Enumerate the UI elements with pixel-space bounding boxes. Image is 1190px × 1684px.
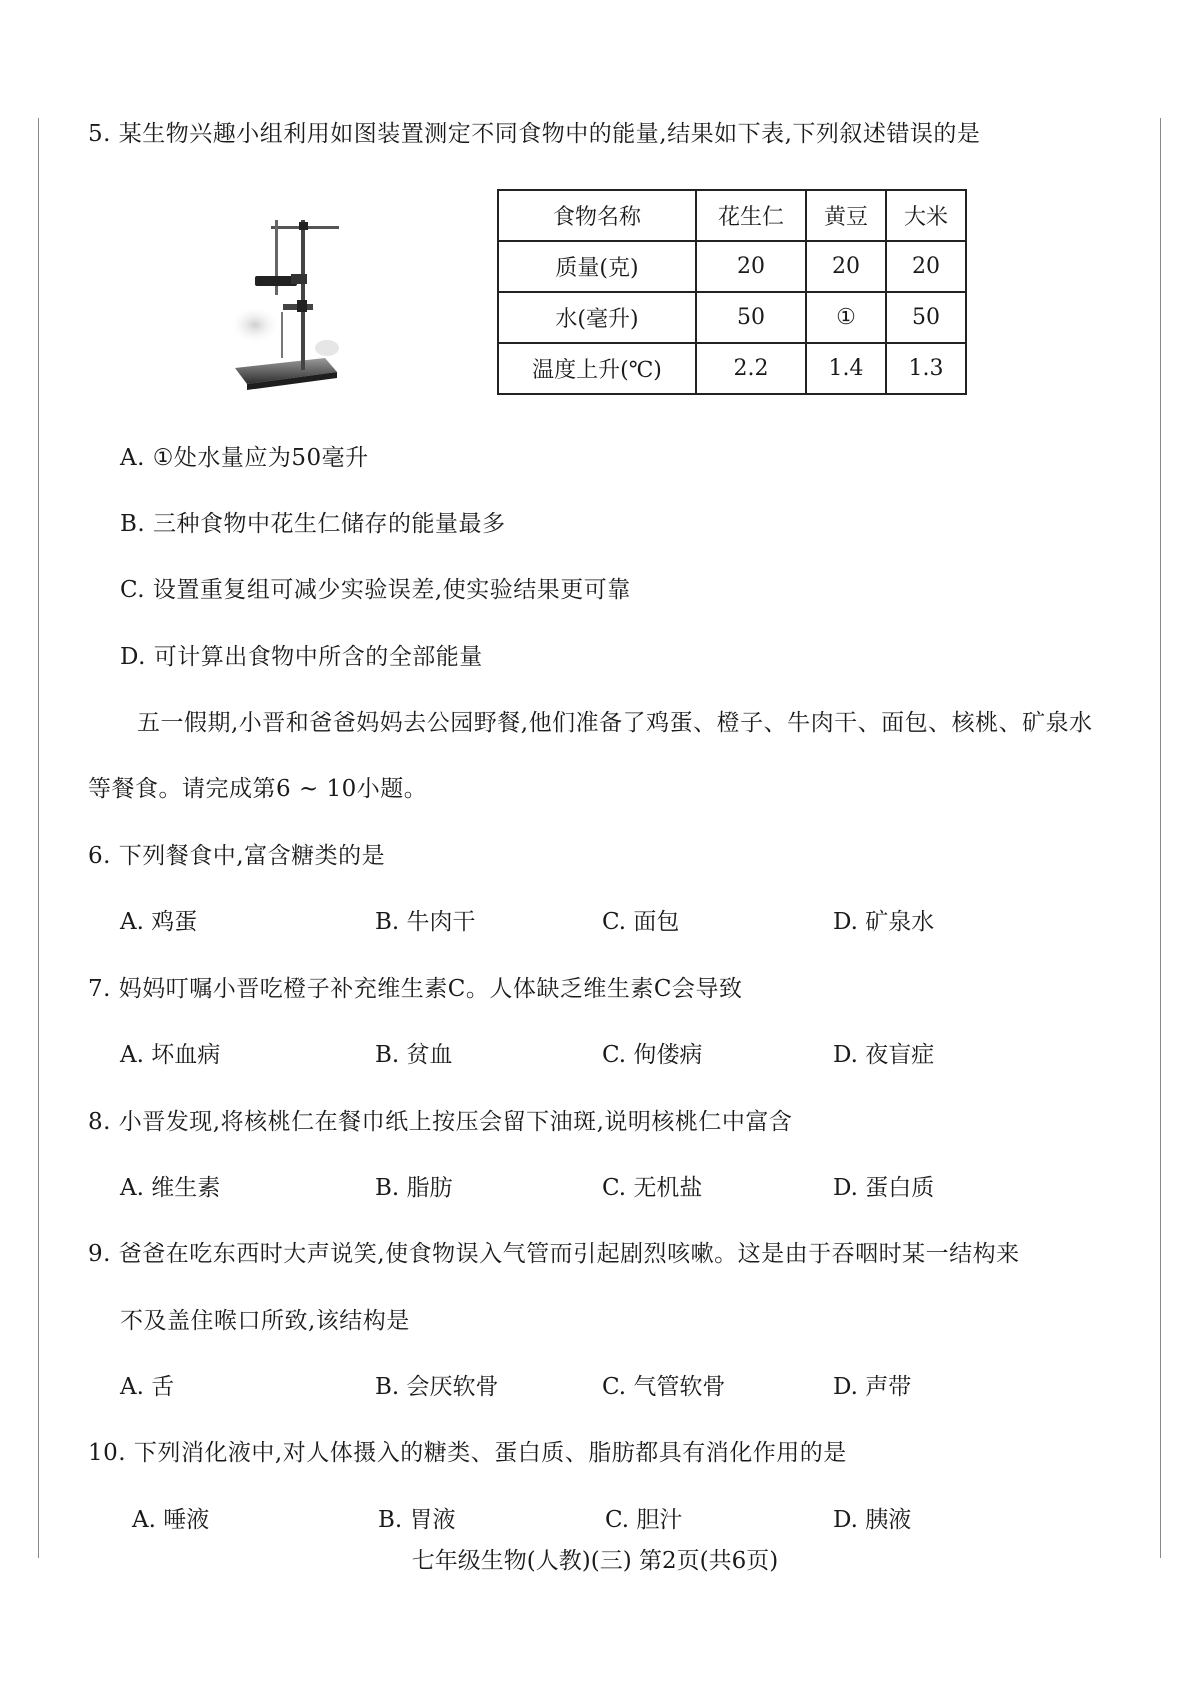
table-row	[498, 292, 966, 343]
q10-option-d: D. 胰液	[833, 1507, 912, 1533]
q6-stem: 6. 下列餐食中,富含糖类的是	[88, 843, 386, 869]
table-cell: 50	[886, 292, 966, 343]
q5-option-c: C. 设置重复组可减少实验误差,使实验结果更可靠	[120, 577, 631, 603]
passage-line-1: 五一假期,小晋和爸爸妈妈去公园野餐,他们准备了鸡蛋、橙子、牛肉干、面包、核桃、矿泉水	[137, 710, 1093, 736]
q8-option-c: C. 无机盐	[602, 1175, 703, 1201]
page-footer: 七年级生物(人教)(三) 第2页(共6页)	[411, 1548, 779, 1574]
q6-option-b: B. 牛肉干	[375, 909, 476, 935]
q7-option-c: C. 佝偻病	[602, 1042, 703, 1068]
q10-option-c: C. 胆汁	[605, 1507, 683, 1533]
q9-stem-line-1: 9. 爸爸在吃东西时大声说笑,使食物误入气管而引起剧烈咳嗽。这是由于吞咽时某一结构来	[88, 1241, 1020, 1267]
q9-stem-line-2: 不及盖住喉口所致,该结构是	[120, 1308, 410, 1334]
right-margin-line	[1160, 118, 1161, 1558]
q5-option-b: B. 三种食物中花生仁储存的能量最多	[120, 511, 506, 537]
table-row	[498, 343, 966, 394]
table-cell: 20	[806, 241, 886, 292]
table-cell: 温度上升(℃)	[498, 343, 696, 394]
q6-option-a: A. 鸡蛋	[120, 909, 198, 935]
q6-option-d: D. 矿泉水	[833, 909, 935, 935]
q8-option-b: B. 脂肪	[375, 1175, 453, 1201]
q7-option-d: D. 夜盲症	[833, 1042, 935, 1068]
q8-option-d: D. 蛋白质	[833, 1175, 935, 1201]
q7-option-a: A. 坏血病	[120, 1042, 221, 1068]
table-header-cell: 大米	[886, 190, 966, 241]
table-header-row	[498, 190, 966, 241]
table-cell: 2.2	[696, 343, 806, 394]
calorimeter-apparatus-illustration	[225, 200, 375, 390]
q5-option-d: D. 可计算出食物中所含的全部能量	[120, 644, 483, 670]
q7-stem: 7. 妈妈叮嘱小晋吃橙子补充维生素C。人体缺乏维生素C会导致	[88, 976, 743, 1002]
q5-stem: 5. 某生物兴趣小组利用如图装置测定不同食物中的能量,结果如下表,下列叙述错误的是	[88, 121, 981, 147]
q9-option-b: B. 会厌软骨	[375, 1374, 499, 1400]
q10-stem: 10. 下列消化液中,对人体摄入的糖类、蛋白质、脂肪都具有消化作用的是	[88, 1440, 847, 1466]
table-row	[498, 241, 966, 292]
q8-option-a: A. 维生素	[120, 1175, 221, 1201]
food-energy-table	[497, 189, 967, 395]
q9-option-d: D. 声带	[833, 1374, 912, 1400]
table-cell: 20	[886, 241, 966, 292]
table-cell: 水(毫升)	[498, 292, 696, 343]
q9-option-c: C. 气管软骨	[602, 1374, 726, 1400]
q8-stem: 8. 小晋发现,将核桃仁在餐巾纸上按压会留下油斑,说明核桃仁中富含	[88, 1109, 793, 1135]
table-cell: 20	[696, 241, 806, 292]
table-cell: ①	[806, 292, 886, 343]
q5-option-a: A. ①处水量应为50毫升	[120, 445, 369, 471]
table-cell: 质量(克)	[498, 241, 696, 292]
table-header-cell: 食物名称	[498, 190, 696, 241]
q9-option-a: A. 舌	[120, 1374, 175, 1400]
q7-option-b: B. 贫血	[375, 1042, 453, 1068]
table-cell: 50	[696, 292, 806, 343]
table-cell: 1.4	[806, 343, 886, 394]
q10-option-b: B. 胃液	[378, 1507, 456, 1533]
table-header-cell: 黄豆	[806, 190, 886, 241]
q10-option-a: A. 唾液	[132, 1507, 210, 1533]
food-energy-table-wrap	[497, 189, 967, 395]
left-margin-line	[38, 118, 39, 1558]
q6-option-c: C. 面包	[602, 909, 680, 935]
passage-line-2: 等餐食。请完成第6 ~ 10小题。	[88, 776, 428, 802]
table-cell: 1.3	[886, 343, 966, 394]
table-header-cell: 花生仁	[696, 190, 806, 241]
